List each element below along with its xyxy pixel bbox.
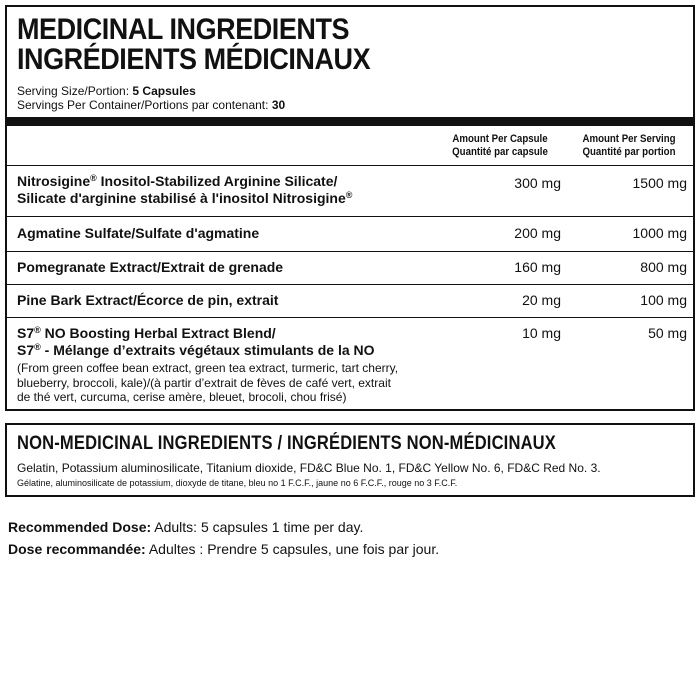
source-note-line: (From green coffee bean extract, green tea extract, turmeric, tart cherry,: [17, 361, 399, 375]
servings-label: Servings Per Container/Portions par contenant:: [17, 98, 272, 112]
recommended-dose-fr: [8, 540, 439, 558]
ingredient-source-note: [17, 361, 398, 405]
amount-per-capsule: 200 mg: [514, 225, 561, 241]
ingredient-name-line2: Silicate d'arginine stabilisé à l'inositol Nitrosigine®: [17, 190, 353, 206]
servings-value: 30: [271, 98, 286, 112]
recommended-dose-en: [8, 518, 363, 536]
amount-per-serving: 1500 mg: [632, 175, 687, 191]
amount-per-capsule: 300 mg: [514, 175, 561, 191]
ingredient-name: Pomegranate Extract/Extrait de grenade: [17, 259, 284, 275]
non-medicinal-list-fr: Gélatine, aluminosilicate de potassium, dioxyde de titane, bleu no 1 F.C.F., jaune no 6 F.C.F., rouge no 3 F.C.F.: [17, 478, 458, 488]
header-divider: [7, 117, 693, 126]
row-divider: [7, 284, 693, 285]
ingredient-name-line1: Nitrosigine® Inositol-Stabilized Arginine Silicate/: [17, 173, 338, 189]
medicinal-ingredients-panel: [5, 5, 695, 411]
non-medicinal-list-en: Gelatin, Potassium aluminosilicate, Titanium dioxide, FD&C Blue No. 1, FD&C Yellow No. 6, FD&C Red No. 3.: [17, 461, 601, 475]
non-medicinal-title: NON-MEDICINAL INGREDIENTS / INGRÉDIENTS NON-MÉDICINAUX: [17, 433, 556, 454]
ingredient-name: [17, 173, 352, 207]
column-header-serving-en: Amount Per Serving: [582, 133, 676, 145]
amount-per-serving: 1000 mg: [632, 225, 687, 241]
dose-label-fr: Dose recommandée:: [8, 541, 146, 557]
source-note-line: de thé vert, curcuma, cerise amère, bleuet, brocoli, chou frisé): [17, 390, 347, 404]
amount-per-serving: 800 mg: [640, 259, 687, 275]
column-header-capsule-en: Amount Per Capsule: [452, 133, 548, 145]
ingredient-name-line2: S7® - Mélange d’extraits végétaux stimulants de la NO: [17, 342, 375, 358]
amount-per-capsule: 160 mg: [514, 259, 561, 275]
column-header-capsule-fr: Quantité par capsule: [452, 146, 548, 158]
source-note-line: blueberry, broccoli, kale)/(à partir d’extrait de fèves de café vert, extrait: [17, 375, 391, 390]
column-header-per-serving: [567, 133, 690, 159]
ingredient-name: Agmatine Sulfate/Sulfate d'agmatine: [17, 225, 260, 241]
row-divider: [7, 165, 693, 166]
amount-per-capsule: 10 mg: [522, 325, 561, 341]
non-medicinal-ingredients-panel: [5, 423, 695, 497]
column-header-per-capsule: [443, 133, 557, 159]
medicinal-title-en: MEDICINAL INGREDIENTS: [17, 13, 350, 46]
column-header-serving-fr: Quantité par portion: [582, 146, 676, 158]
amount-per-serving: 100 mg: [640, 292, 687, 308]
dose-text-en: Adults: 5 capsules 1 time per day.: [151, 519, 364, 535]
dose-text-fr: Adultes : Prendre 5 capsules, une fois par jour.: [145, 541, 440, 557]
dose-label-en: Recommended Dose:: [8, 519, 152, 535]
ingredient-name: [17, 325, 375, 359]
serving-size: [17, 84, 196, 98]
amount-per-serving: 50 mg: [648, 325, 687, 341]
ingredient-name-line1: S7® NO Boosting Herbal Extract Blend/: [17, 325, 276, 341]
serving-size-label: Serving Size/Portion:: [17, 84, 133, 98]
serving-size-value: 5 Capsules: [132, 84, 196, 98]
row-divider: [7, 317, 693, 318]
servings-per-container: [17, 98, 285, 112]
row-divider: [7, 216, 693, 217]
amount-per-capsule: 20 mg: [522, 292, 561, 308]
medicinal-title-fr: INGRÉDIENTS MÉDICINAUX: [17, 43, 371, 76]
ingredient-name: Pine Bark Extract/Écorce de pin, extrait: [17, 292, 279, 308]
row-divider: [7, 251, 693, 252]
